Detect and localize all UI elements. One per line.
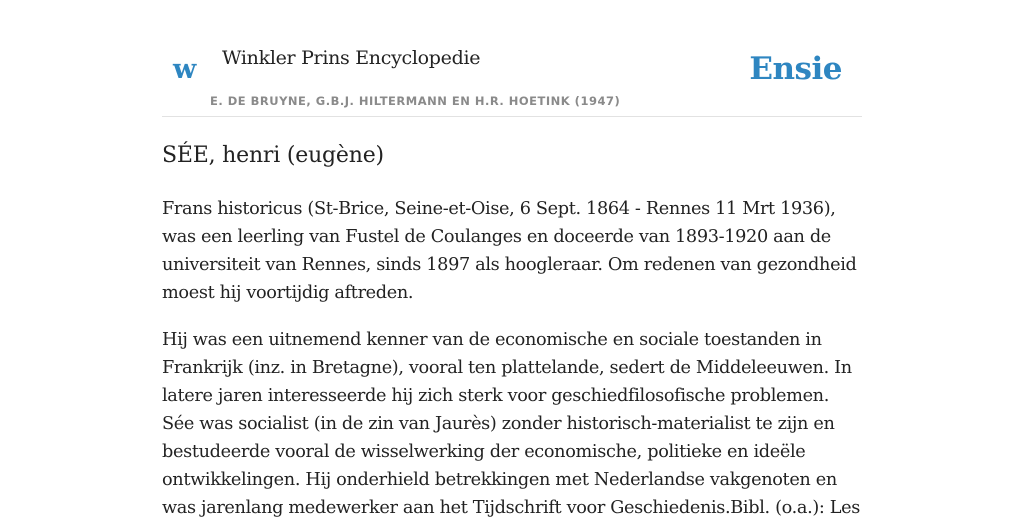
site-title[interactable]: Winkler Prins Encyclopedie (222, 47, 481, 69)
authors-credit: E. DE BRUYNE, G.B.J. HILTERMANN EN H.R. HOETINK (1947) (210, 94, 621, 108)
site-header (162, 0, 862, 117)
page (162, 0, 862, 522)
winkler-prins-logo-icon[interactable]: w (173, 54, 197, 85)
entry-title: SÉE, henri (eugène) (162, 143, 384, 168)
article-paragraph: Hij was een uitnemend kenner van de economische en sociale toestanden in Frankrijk (inz. in Bretagne), vooral ten plattelande, sedert de Middeleeuwen. In latere jaren interesseerde hij zich sterk voor geschiedfilosofische problemen. Sée was socialist (in de zin van Jaurès) zonder historisch-materialist te zijn en bestudeerde vooral de wisselwerking der economische, politieke en ideële ontwikkelingen. Hij onderhield betrekkingen met Nederlandse vakgenoten en was jarenlang medewerker aan het Tijdschrift voor Geschiedenis.Bibl. (o.a.): Les (162, 330, 861, 518)
article-paragraph: Frans historicus (St-Brice, Seine-et-Oise, 6 Sept. 1864 - Rennes 11 Mrt 1936), was een leerling van Fustel de Coulanges en doceerde van 1893-1920 aan de universiteit van Rennes, sinds 1897 als hoogleraar. Om redenen van gezondheid moest hij voortijdig aftreden. (162, 199, 857, 303)
ensie-brand-link[interactable]: Ensie (749, 51, 842, 87)
